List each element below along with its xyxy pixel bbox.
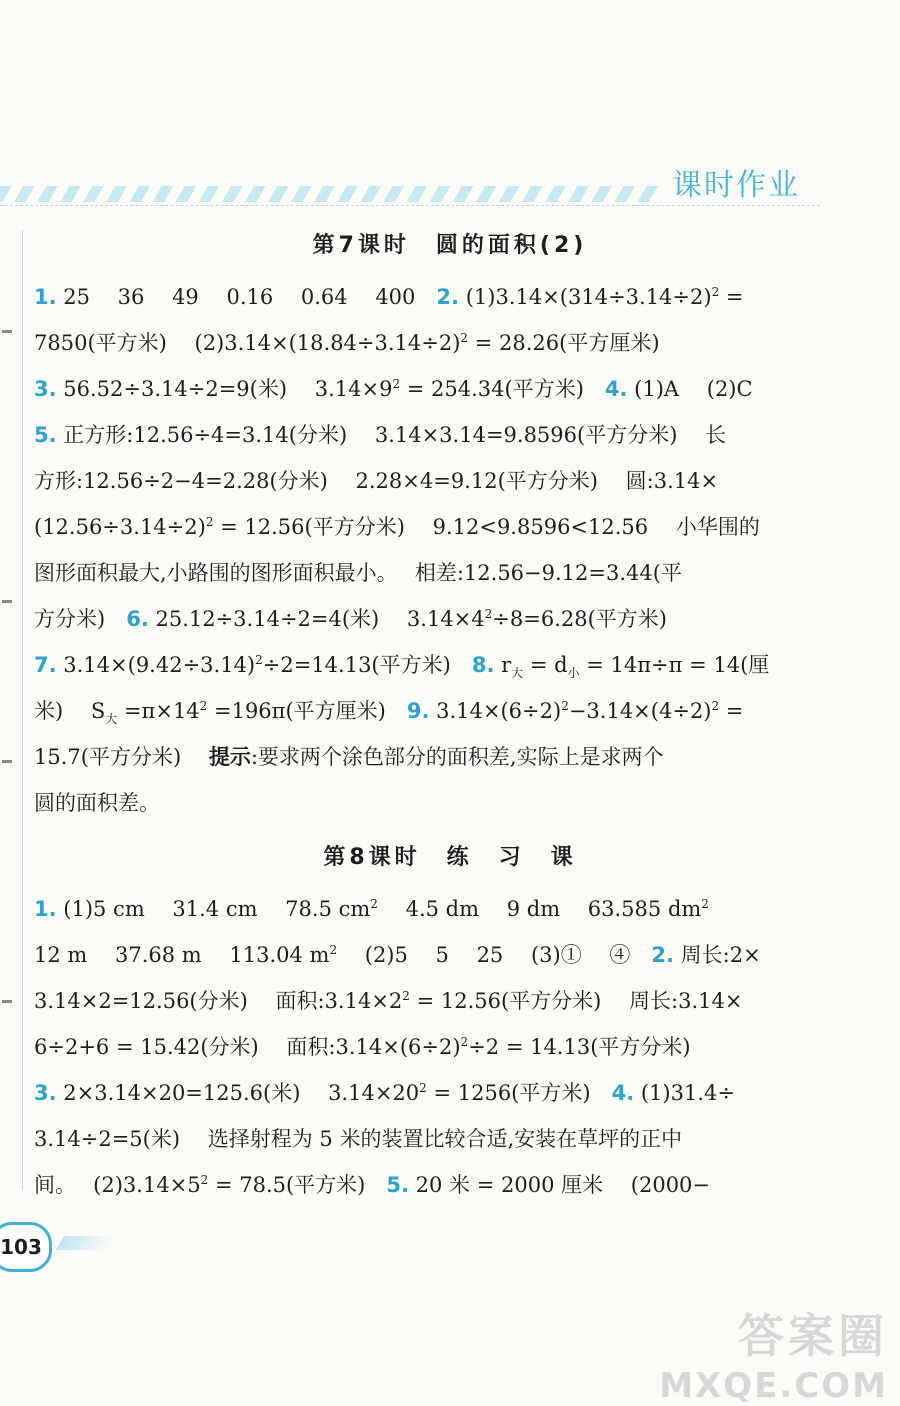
question-number: 1. — [34, 285, 57, 309]
answer-text: 25 36 49 0.16 0.64 400 — [56, 285, 437, 309]
answer-line — [34, 1170, 710, 1200]
answer-text: ÷2=14.13(平方米) — [262, 653, 472, 677]
answer-line — [34, 940, 761, 970]
question-number: 5. — [386, 1173, 409, 1197]
lesson8-title: 第8课时 练 习 课 — [323, 845, 577, 870]
answer-text: = d — [523, 653, 568, 677]
answer-line — [34, 512, 760, 542]
header-divider — [0, 205, 820, 206]
lesson7-title: 第7课时 圆的面积(2) — [312, 233, 588, 258]
answer-text: =196π(平方厘米) — [207, 699, 407, 723]
answer-line — [34, 282, 744, 312]
answer-line — [34, 788, 160, 818]
answer-line — [34, 466, 718, 496]
superscript: 2 — [205, 515, 214, 529]
question-number: 3. — [34, 1081, 57, 1105]
question-number: 9. — [406, 699, 430, 723]
answer-line — [34, 696, 743, 726]
hint-label: 提示 — [208, 745, 251, 769]
superscript: 2 — [255, 653, 263, 667]
superscript: 2 — [701, 897, 709, 911]
answer-text: = 28.26(平方厘米) — [468, 331, 660, 355]
page-badge-decoration — [56, 1236, 112, 1250]
answer-text: (1)5 cm 31.4 cm 78.5 cm — [56, 897, 371, 921]
superscript: 2 — [370, 897, 378, 911]
answer-text: :要求两个涂色部分的面积差,实际上是求两个 — [250, 745, 664, 769]
answer-text: 3.14×(9.42÷3.14) — [56, 653, 256, 677]
answer-text: 3.14×2=12.56(分米) 面积:3.14×2 — [34, 989, 403, 1013]
answer-text: (1)31.4÷ — [634, 1081, 735, 1105]
answer-line — [34, 374, 753, 404]
answer-text: 间。 (2)3.14×5 — [34, 1173, 201, 1197]
subscript: 大 — [105, 712, 118, 727]
answer-text: 7850(平方米) (2)3.14×(18.84÷3.14÷2) — [34, 331, 461, 355]
superscript: 2 — [460, 1035, 469, 1049]
question-number: 1. — [34, 897, 57, 921]
question-number: 3. — [34, 377, 57, 401]
answer-text: = 1256(平方米) — [426, 1081, 612, 1105]
question-number: 6. — [126, 607, 149, 631]
superscript: 2 — [200, 1173, 209, 1187]
superscript: 2 — [419, 1081, 427, 1095]
superscript: 2 — [402, 989, 410, 1003]
superscript: 2 — [392, 377, 401, 391]
answer-line — [34, 420, 726, 450]
watermark — [659, 1300, 888, 1406]
answer-text: ÷8=6.28(平方米) — [492, 607, 667, 631]
answer-text: 图形面积最大,小路围的图形面积最小。 相差:12.56−9.12=3.44(平 — [34, 561, 682, 585]
answer-text: = 14π÷π = 14(厘 — [579, 653, 770, 677]
answer-text: (1)3.14×(314÷3.14÷2) — [459, 285, 712, 309]
answer-line — [34, 986, 742, 1016]
subscript: 小 — [567, 666, 580, 681]
header-stripe-decoration — [0, 186, 662, 202]
binding-margin-line — [22, 230, 23, 1190]
answer-text: 3.14×(6÷2) — [429, 699, 562, 723]
answer-text: −3.14×(4÷2) — [568, 699, 712, 723]
answer-text: (1)A (2)C — [627, 377, 753, 401]
answer-text: 方分米) — [34, 607, 127, 631]
answer-line — [34, 1124, 682, 1154]
answer-line — [34, 894, 709, 924]
superscript: 2 — [199, 699, 208, 713]
answer-text: 正方形:12.56÷4=3.14(分米) 3.14×3.14=9.8596(平方分米) 长 — [56, 423, 727, 447]
question-number: 7. — [34, 653, 57, 677]
question-number: 4. — [611, 1081, 635, 1105]
answer-text: 20 米 = 2000 厘米 (2000− — [408, 1173, 711, 1197]
question-number: 8. — [471, 653, 495, 677]
question-number: 2. — [436, 285, 460, 309]
superscript: 2 — [460, 331, 469, 345]
answer-text: = 78.5(平方米) — [208, 1173, 387, 1197]
answer-text: 方形:12.56÷2−4=2.28(分米) 2.28×4=9.12(平方分米) 圆:3.14× — [34, 469, 719, 493]
answer-text: = 12.56(平方分米) 周长:3.14× — [409, 989, 743, 1013]
answer-line — [34, 650, 769, 680]
page-number-badge: 103 — [0, 1222, 52, 1272]
question-number: 4. — [604, 377, 628, 401]
answer-text: r — [494, 653, 512, 677]
answer-line — [34, 1078, 735, 1108]
answer-line — [34, 742, 664, 772]
answer-text: (12.56÷3.14÷2) — [34, 515, 206, 539]
answer-text: = 12.56(平方分米) 9.12<9.8596<12.56 小华围的 — [213, 515, 760, 539]
answer-text: 2×3.14×20=125.6(米) 3.14×20 — [56, 1081, 420, 1105]
answer-text: ÷2 = 14.13(平方分米) — [468, 1035, 691, 1059]
answer-text: 4.5 dm 9 dm 63.585 dm — [377, 897, 702, 921]
answer-text: 12 m 37.68 m 113.04 m — [34, 943, 330, 967]
superscript: 2 — [711, 699, 720, 713]
answer-line — [34, 1032, 691, 1062]
answer-line — [34, 604, 667, 634]
answer-text: 56.52÷3.14÷2=9(米) 3.14×9 — [56, 377, 393, 401]
answer-text: = — [719, 699, 744, 723]
superscript: 2 — [561, 699, 569, 713]
answer-text: =π×14 — [117, 699, 200, 723]
superscript: 2 — [484, 607, 493, 621]
answer-text: 6÷2+6 = 15.42(分米) 面积:3.14×(6÷2) — [34, 1035, 461, 1059]
question-number: 5. — [34, 423, 57, 447]
answer-text: 周长:2× — [673, 943, 761, 967]
watermark-logo-text: 答案圈 — [738, 1309, 888, 1363]
answer-line — [34, 558, 682, 588]
question-number: 2. — [651, 943, 674, 967]
superscript: 2 — [711, 285, 720, 299]
answer-text: 圆的面积差。 — [34, 791, 160, 815]
answer-text: (2)5 5 25 (3)① ④ — [337, 943, 652, 967]
answer-text: 15.7(平方分米) — [34, 745, 209, 769]
answer-text: 3.14÷2=5(米) 选择射程为 5 米的装置比较合适,安装在草坪的正中 — [34, 1127, 683, 1151]
answer-text: = — [719, 285, 744, 309]
watermark-url: MXQE.COM — [659, 1366, 888, 1406]
subscript: 大 — [511, 666, 524, 681]
margin-tick-mark — [2, 1000, 12, 1003]
answer-text: = 254.34(平方米) — [400, 377, 605, 401]
answer-text: 米) S — [34, 699, 106, 723]
margin-tick-mark — [2, 760, 12, 763]
margin-tick-mark — [2, 600, 12, 603]
header-title: 课时作业 — [672, 168, 800, 203]
answer-line — [34, 328, 660, 358]
answer-text: 25.12÷3.14÷2=4(米) 3.14×4 — [148, 607, 485, 631]
superscript: 2 — [329, 943, 338, 957]
margin-tick-mark — [2, 330, 12, 333]
